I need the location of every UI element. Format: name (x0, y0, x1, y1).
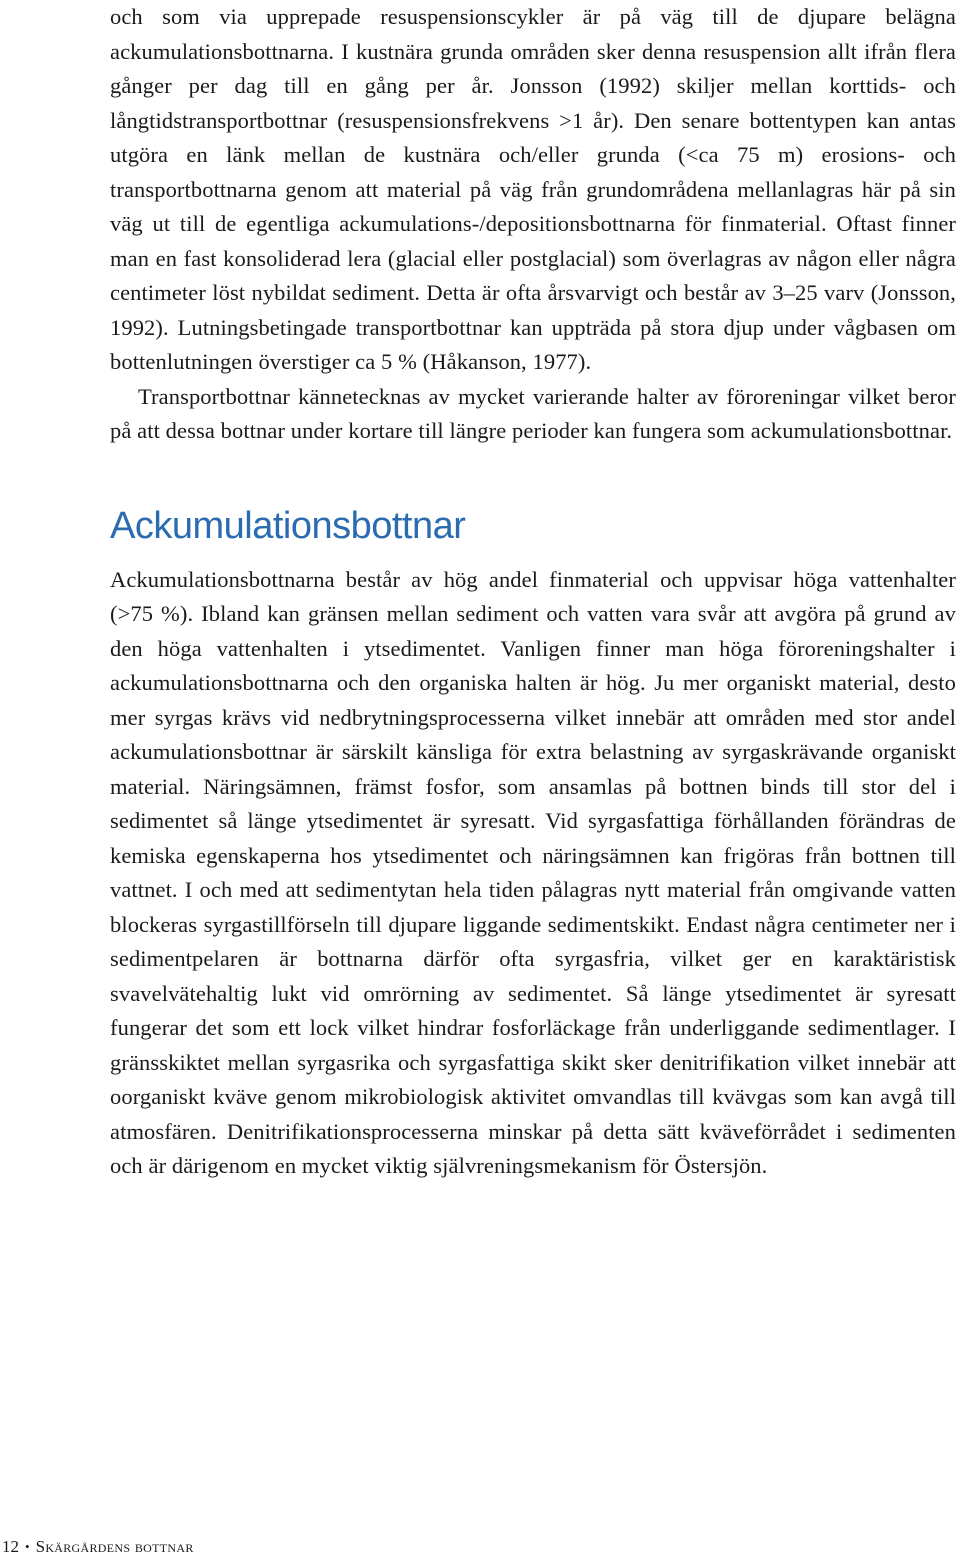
section-heading: Ackumulationsbottnar (110, 504, 466, 547)
page-number: 12 (2, 1537, 19, 1556)
body-paragraph-1: och som via upprepade resuspensionscykler är på väg till de djupare belägna ackumulationsbottnarna. I kustnära grunda områden sker denna resuspension allt ifrån flera gånger per dag till en gång per år. Jonsson (1992) skiljer mellan korttids- och långtidstransportbottnar (resuspensionsfrekvens >1 år). Den senare bottentypen kan antas utgöra en länk mellan de kustnära och/eller grunda (<ca 75 m) erosions- och transportbottnarna genom att material på väg från grundområdena mellanlagras här på sin väg ut till de egentliga ackumulations-/depositionsbottnarna för finmaterial. Oftast finner man en fast konsoliderad lera (glacial eller postglacial) som överlagras av någon eller några centimeter löst nybildat sediment. Detta är ofta årsvarvigt och består av 3–25 varv (Jonsson, 1992). Lutningsbetingade transportbottnar kan uppträda på stora djup under vågbasen om bottenlutningen överstiger ca 5 % (Håkanson, 1977). (110, 4, 956, 374)
page-footer (2, 1537, 194, 1557)
running-title: Skärgårdens bottnar (35, 1537, 194, 1556)
bullet-icon: • (25, 1539, 30, 1554)
page-content (110, 0, 956, 1184)
body-paragraph-3: Ackumulationsbottnarna består av hög andel finmaterial och uppvisar höga vattenhalter (>75 %). Ibland kan gränsen mellan sediment och vatten vara svår att avgöra på grund av den höga vattenhalten i ytsedimentet. Vanligen finner man höga föroreningshalter i ackumulationsbottnarna och den organiska halten är hög. Ju mer organiskt material, desto mer syrgas krävs vid nedbrytningsprocesserna vilket innebär att områden med stor andel ackumulationsbottnar är särskilt känsliga för extra belastning av syrgaskrävande organiskt material. Näringsämnen, främst fosfor, som ansamlas på bottnen binds till stor del i sedimentet så länge ytsedimentet är syresatt. Vid syrgasfattiga förhållanden förändras de kemiska egenskaperna hos ytsedimentet och näringsämnen kan frigöras från bottnen till vattnet. I och med att sedimentytan hela tiden pålagras nytt material från omgivande vatten blockeras syrgastillförseln till djupare liggande sedimentskikt. Endast några centimeter ner i sedimentpelaren är bottnarna därför ofta syrgasfria, vilket ger en karaktäristisk svavelvätehaltig lukt vid omrörning av sedimentet. Så länge ytsedimentet är syresatt fungerar det som ett lock vilket hindrar fosforläckage från underliggande sedimentlager. I gränsskiktet mellan syrgasrika och syrgasfattiga skikt sker denitrifikation vilket innebär att oorganiskt kväve genom mikrobiologisk aktivitet omvandlas till kvävgas som kan avgå till atmosfären. Denitrifikationsprocesserna minskar på detta sätt kväveförrådet i sedimenten och är därigenom en mycket viktig självreningsmekanism för Östersjön. (110, 566, 956, 1178)
body-paragraph-2: Transportbottnar kännetecknas av mycket varierande halter av föroreningar vilket beror på att dessa bottnar under kortare till längre perioder kan fungera som ackumulationsbottnar. (110, 383, 956, 443)
